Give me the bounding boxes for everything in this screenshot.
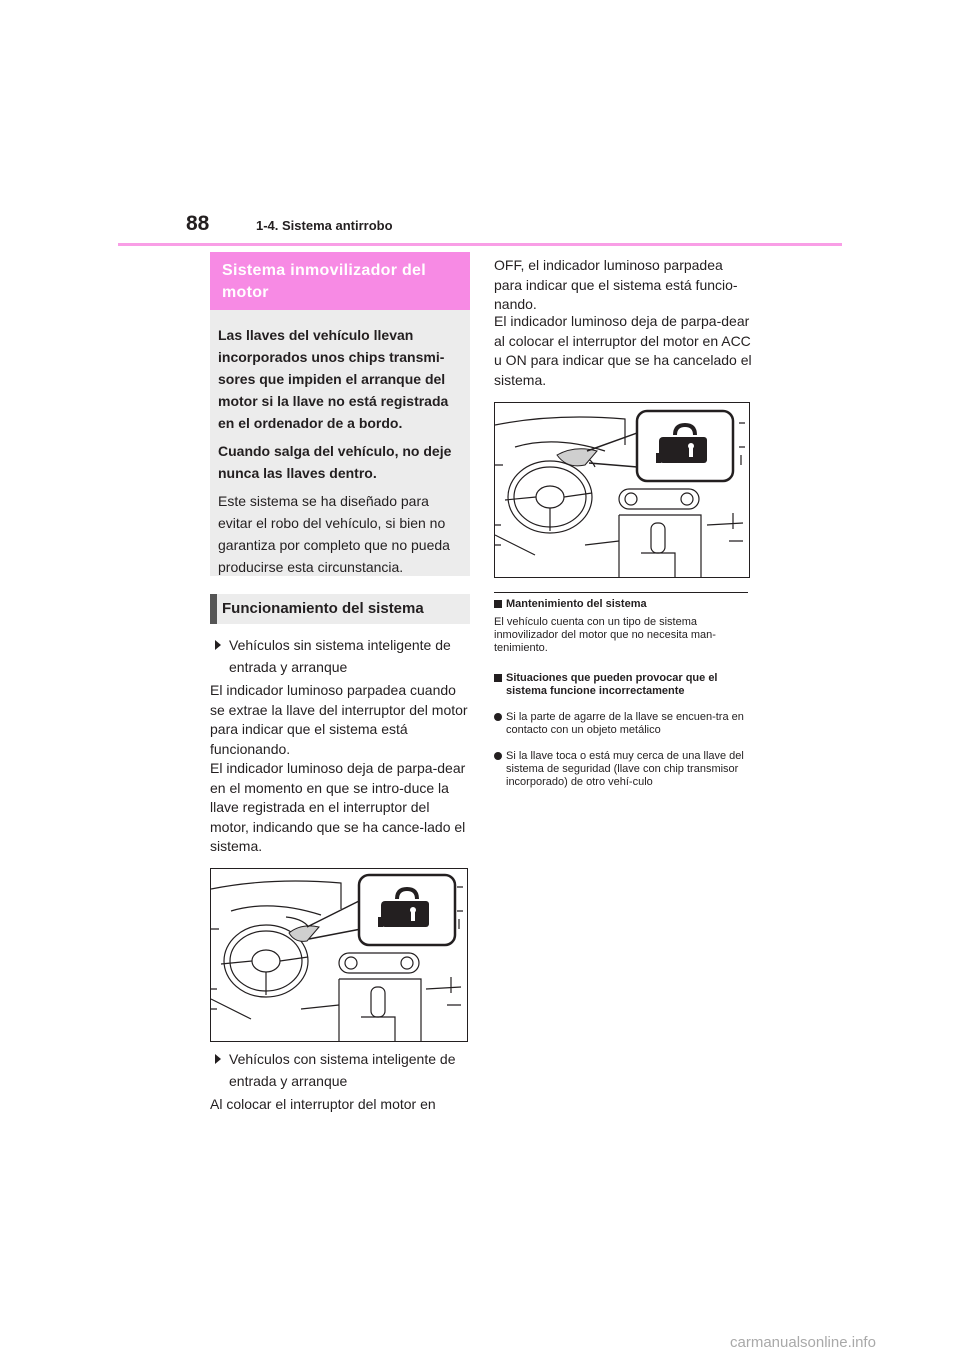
malfunction-item-metal: Si la parte de agarre de la llave se encuen-tra en contacto con un objeto metálico [506,711,744,736]
square-bullet-icon [494,674,502,682]
dashboard-figure-2 [494,402,750,578]
immobilizer-title: Sistema inmovilizador del motor [222,262,426,301]
dashboard-illustration [495,403,749,577]
paragraph-switch-off-start: Al colocar el interruptor del motor en [210,1096,436,1112]
malfunction-heading: Situaciones que pueden provocar que el sistema funcione incorrectamente [506,672,718,697]
maintenance-heading: Mantenimiento del sistema [506,598,647,610]
operation-section-title: Funcionamiento del sistema [222,600,424,617]
circle-bullet-icon [494,752,502,760]
notes-rule [494,592,748,593]
operation-section-accent [210,594,217,624]
bullet-triangle-icon [215,1054,221,1064]
immobilizer-intro-normal: Este sistema se ha diseñado para evitar el robo del vehículo, si bien no garantiza por completo que no pueda producirse esta circunstancia. [218,493,450,575]
header-rule [118,243,842,246]
bullet-triangle-icon [215,640,221,650]
maintenance-text: El vehículo cuenta con un tipo de sistema inmovilizador del motor que no necesita man-tenimiento. [494,616,716,654]
paragraph-switch-off-flash: OFF, el indicador luminoso parpadea para indicar que el sistema está funcio-nando. [494,257,738,312]
paragraph-acc-on-cancel: El indicador luminoso deja de parpa-dear al colocar el interruptor del motor en ACC u ON para indicar que se ha cancelado el sistema. [494,313,752,388]
watermark: carmanualsonline.info [730,1334,876,1351]
paragraph-stop-flash-on-insert: El indicador luminoso deja de parpa-dear en el momento en que se intro-duce la llave registrada en el interruptor del motor, indicando que se ha cance-lado el sistema. [210,760,466,854]
circle-bullet-icon [494,713,502,721]
immobilizer-text [218,324,464,584]
dashboard-figure-1 [210,868,468,1042]
paragraph-flash-on-removal: El indicador luminoso parpadea cuando se extrae la llave del interruptor del motor para indicar que el sistema está funcionando. [210,682,468,757]
malfunction-item-other-key: Si la llave toca o está muy cerca de una llave del sistema de seguridad (llave con chip transmisor incorporado) de otro vehí-culo [506,750,744,788]
immobilizer-intro-bold-1: Las llaves del vehículo llevan incorporados unos chips transmi-sores que impiden el arranque del motor si la llave no está registrada en el ordenador de a bordo. [218,327,449,431]
square-bullet-icon [494,600,502,608]
bullet-no-smart-entry: Vehículos sin sistema inteligente de entrada y arranque [229,637,451,675]
page-number: 88 [186,212,210,235]
immobilizer-intro-bold-2: Cuando salga del vehículo, no deje nunca las llaves dentro. [218,443,452,481]
bullet-smart-entry: Vehículos con sistema inteligente de entrada y arranque [229,1051,456,1089]
running-head: 1-4. Sistema antirrobo [256,218,393,233]
dashboard-illustration [211,869,467,1041]
